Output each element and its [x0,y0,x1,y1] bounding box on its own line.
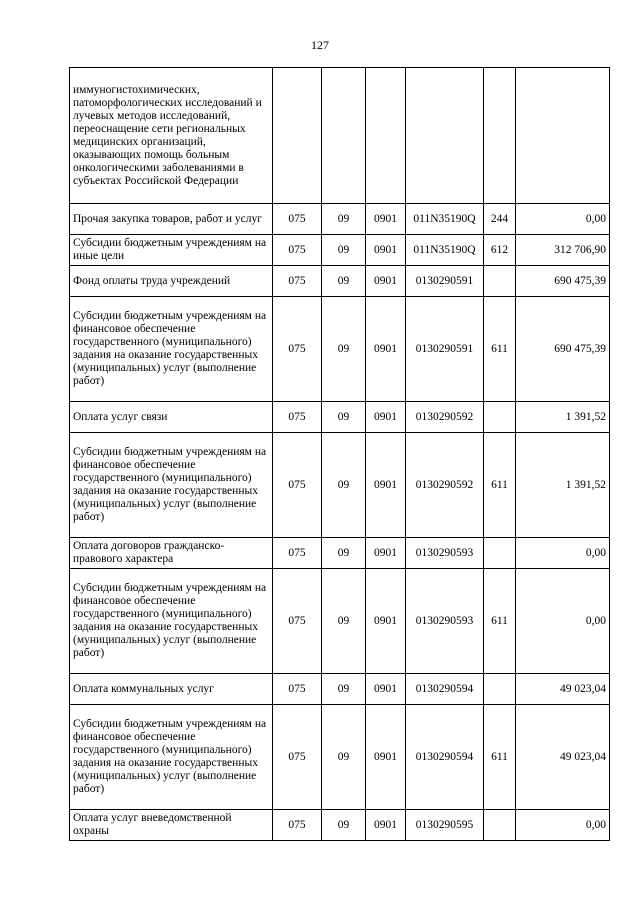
row-target: 0130290592 [406,402,484,433]
row-vr: 611 [484,297,516,402]
row-target: 0130290591 [406,297,484,402]
row-subsection: 0901 [366,235,406,266]
row-vr: 612 [484,235,516,266]
row-amount: 690 475,39 [516,297,610,402]
table-row [70,402,610,433]
row-target: 0130290592 [406,433,484,538]
page-number: 127 [311,38,329,52]
row-ministry: 075 [273,810,322,841]
row-name: Субсидии бюджетным учреждениям на финансовое обеспечение государственного (муниципального) задания на оказание государственных (муниципальных) услуг (выполнение работ) [70,297,273,402]
row-vr: 244 [484,204,516,235]
row-section: 09 [322,402,366,433]
row-amount: 0,00 [516,204,610,235]
row-name: Оплата услуг вневедомственной охраны [70,810,273,841]
row-name: Субсидии бюджетным учреждениям на финансовое обеспечение государственного (муниципального) задания на оказание государственных (муниципальных) услуг (выполнение работ) [70,705,273,810]
row-vr [484,674,516,705]
row-vr: 611 [484,569,516,674]
row-section: 09 [322,569,366,674]
row-name: Фонд оплаты труда учреждений [70,266,273,297]
row-section: 09 [322,674,366,705]
row-amount: 0,00 [516,569,610,674]
row-amount: 0,00 [516,538,610,569]
row-ministry: 075 [273,674,322,705]
row-amount: 49 023,04 [516,705,610,810]
row-name: Субсидии бюджетным учреждениям на финансовое обеспечение государственного (муниципального) задания на оказание государственных (муниципальных) услуг (выполнение работ) [70,569,273,674]
table-row [70,569,610,674]
row-target: 0130290593 [406,538,484,569]
row-name: Оплата договоров гражданско-правового характера [70,538,273,569]
table-row [70,235,610,266]
row-subsection: 0901 [366,674,406,705]
row-vr: 611 [484,433,516,538]
table-row [70,538,610,569]
row-amount: 1 391,52 [516,402,610,433]
table-row [70,68,610,204]
row-ministry: 075 [273,705,322,810]
row-vr [484,810,516,841]
row-amount: 0,00 [516,810,610,841]
table-row [70,810,610,841]
row-amount: 312 706,90 [516,235,610,266]
row-section: 09 [322,297,366,402]
row-subsection: 0901 [366,705,406,810]
row-target: 0130290595 [406,810,484,841]
row-ministry: 075 [273,402,322,433]
row-ministry: 075 [273,235,322,266]
row-ministry: 075 [273,204,322,235]
row-vr: 611 [484,705,516,810]
table-row [70,204,610,235]
row-subsection: 0901 [366,569,406,674]
row-section: 09 [322,538,366,569]
row-section: 09 [322,204,366,235]
row-target: 011N35190Q [406,235,484,266]
row-name: иммуногистохимических, патоморфологических исследований и лучевых методов исследований, переоснащение сети региональных медицинских организаций, оказывающих помощь больным онкологическими заболеваниями в субъектах Российской Федерации [70,68,273,204]
row-section: 09 [322,810,366,841]
row-vr [484,402,516,433]
table-row [70,266,610,297]
row-subsection: 0901 [366,266,406,297]
row-ministry: 075 [273,266,322,297]
row-subsection: 0901 [366,297,406,402]
row-name: Оплата услуг связи [70,402,273,433]
row-subsection: 0901 [366,433,406,538]
table-row [70,433,610,538]
row-vr [484,68,516,204]
row-vr [484,538,516,569]
row-target: 0130290593 [406,569,484,674]
row-subsection [366,68,406,204]
table-row [70,297,610,402]
row-amount: 49 023,04 [516,674,610,705]
row-target [406,68,484,204]
budget-table [69,67,610,841]
row-name: Субсидии бюджетным учреждениям на финансовое обеспечение государственного (муниципального) задания на оказание государственных (муниципальных) услуг (выполнение работ) [70,433,273,538]
row-section: 09 [322,235,366,266]
row-subsection: 0901 [366,810,406,841]
row-subsection: 0901 [366,538,406,569]
row-name: Субсидии бюджетным учреждениям на иные цели [70,235,273,266]
row-section: 09 [322,705,366,810]
table-row [70,674,610,705]
row-ministry [273,68,322,204]
row-subsection: 0901 [366,402,406,433]
row-target: 011N35190Q [406,204,484,235]
row-ministry: 075 [273,569,322,674]
row-ministry: 075 [273,538,322,569]
row-amount: 690 475,39 [516,266,610,297]
row-vr [484,266,516,297]
row-amount: 1 391,52 [516,433,610,538]
row-target: 0130290594 [406,705,484,810]
row-ministry: 075 [273,297,322,402]
row-target: 0130290591 [406,266,484,297]
row-subsection: 0901 [366,204,406,235]
row-name: Оплата коммунальных услуг [70,674,273,705]
row-section [322,68,366,204]
row-section: 09 [322,433,366,538]
row-name: Прочая закупка товаров, работ и услуг [70,204,273,235]
table-row [70,705,610,810]
row-amount [516,68,610,204]
row-ministry: 075 [273,433,322,538]
row-section: 09 [322,266,366,297]
row-target: 0130290594 [406,674,484,705]
